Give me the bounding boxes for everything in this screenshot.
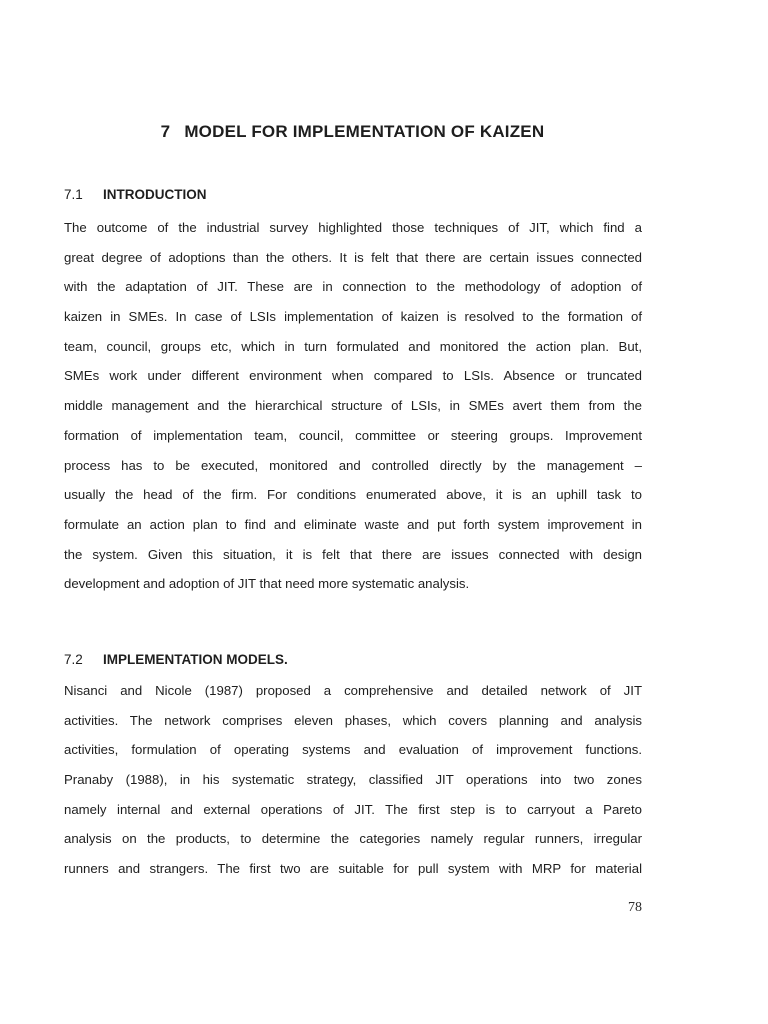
implementation-models-paragraph [64, 676, 642, 884]
introduction-paragraph [64, 213, 642, 599]
text-line: Pranaby (1988), in his systematic strategy, classified JIT operations into two zones [64, 772, 642, 788]
text-line: usually the head of the firm. For conditions enumerated above, it is an uphill task to [64, 487, 642, 503]
text-line: analysis on the products, to determine the categories namely regular runners, irregular [64, 831, 642, 847]
page-number: 78 [628, 900, 642, 915]
text-line: great degree of adoptions than the others. It is felt that there are certain issues connected [64, 249, 642, 265]
text-line: kaizen in SMEs. In case of LSIs implementation of kaizen is resolved to the formation of [64, 309, 642, 325]
text-line: Nisanci and Nicole (1987) proposed a comprehensive and detailed network of JIT [64, 683, 642, 698]
chapter-title [0, 122, 705, 142]
text-line: namely internal and external operations of JIT. The first step is to carryout a Pareto [64, 801, 642, 817]
text-line: process has to be executed, monitored and controlled directly by the management – [64, 457, 642, 473]
text-line: the system. Given this situation, it is felt that there are issues connected with design [64, 546, 642, 562]
text-line: development and adoption of JIT that need more systematic analysis. [64, 576, 470, 592]
text-line: activities. The network comprises eleven phases, which covers planning and analysis [64, 712, 642, 728]
text-line: formation of implementation team, council, committee or steering groups. Improvement [64, 427, 642, 443]
text-line: middle management and the hierarchical structure of LSIs, in SMEs avert them from the [64, 398, 642, 414]
text-line: runners and strangers. The first two are suitable for pull system with MRP for material [64, 861, 642, 877]
text-line: activities, formulation of operating systems and evaluation of improvement functions. [64, 742, 642, 758]
section-heading-introduction [64, 187, 207, 202]
text-line: with the adaptation of JIT. These are in connection to the methodology of adoption of [64, 279, 642, 295]
text-line: formulate an action plan to find and eliminate waste and put forth system improvement in [64, 516, 642, 532]
section-heading-implementation-models [64, 652, 288, 667]
text-line: team, council, groups etc, which in turn formulated and monitored the action plan. But, [64, 338, 642, 354]
section-heading-text: INTRODUCTION [103, 187, 207, 202]
section-number: 7.2 [64, 652, 83, 667]
text-line: The outcome of the industrial survey highlighted those techniques of JIT, which find a [64, 220, 642, 235]
chapter-number: 7 [160, 122, 171, 141]
chapter-title-text: MODEL FOR IMPLEMENTATION OF KAIZEN [184, 122, 545, 141]
text-line: SMEs work under different environment when compared to LSIs. Absence or truncated [64, 368, 642, 384]
section-number: 7.1 [64, 187, 83, 202]
section-heading-text: IMPLEMENTATION MODELS. [103, 652, 288, 667]
